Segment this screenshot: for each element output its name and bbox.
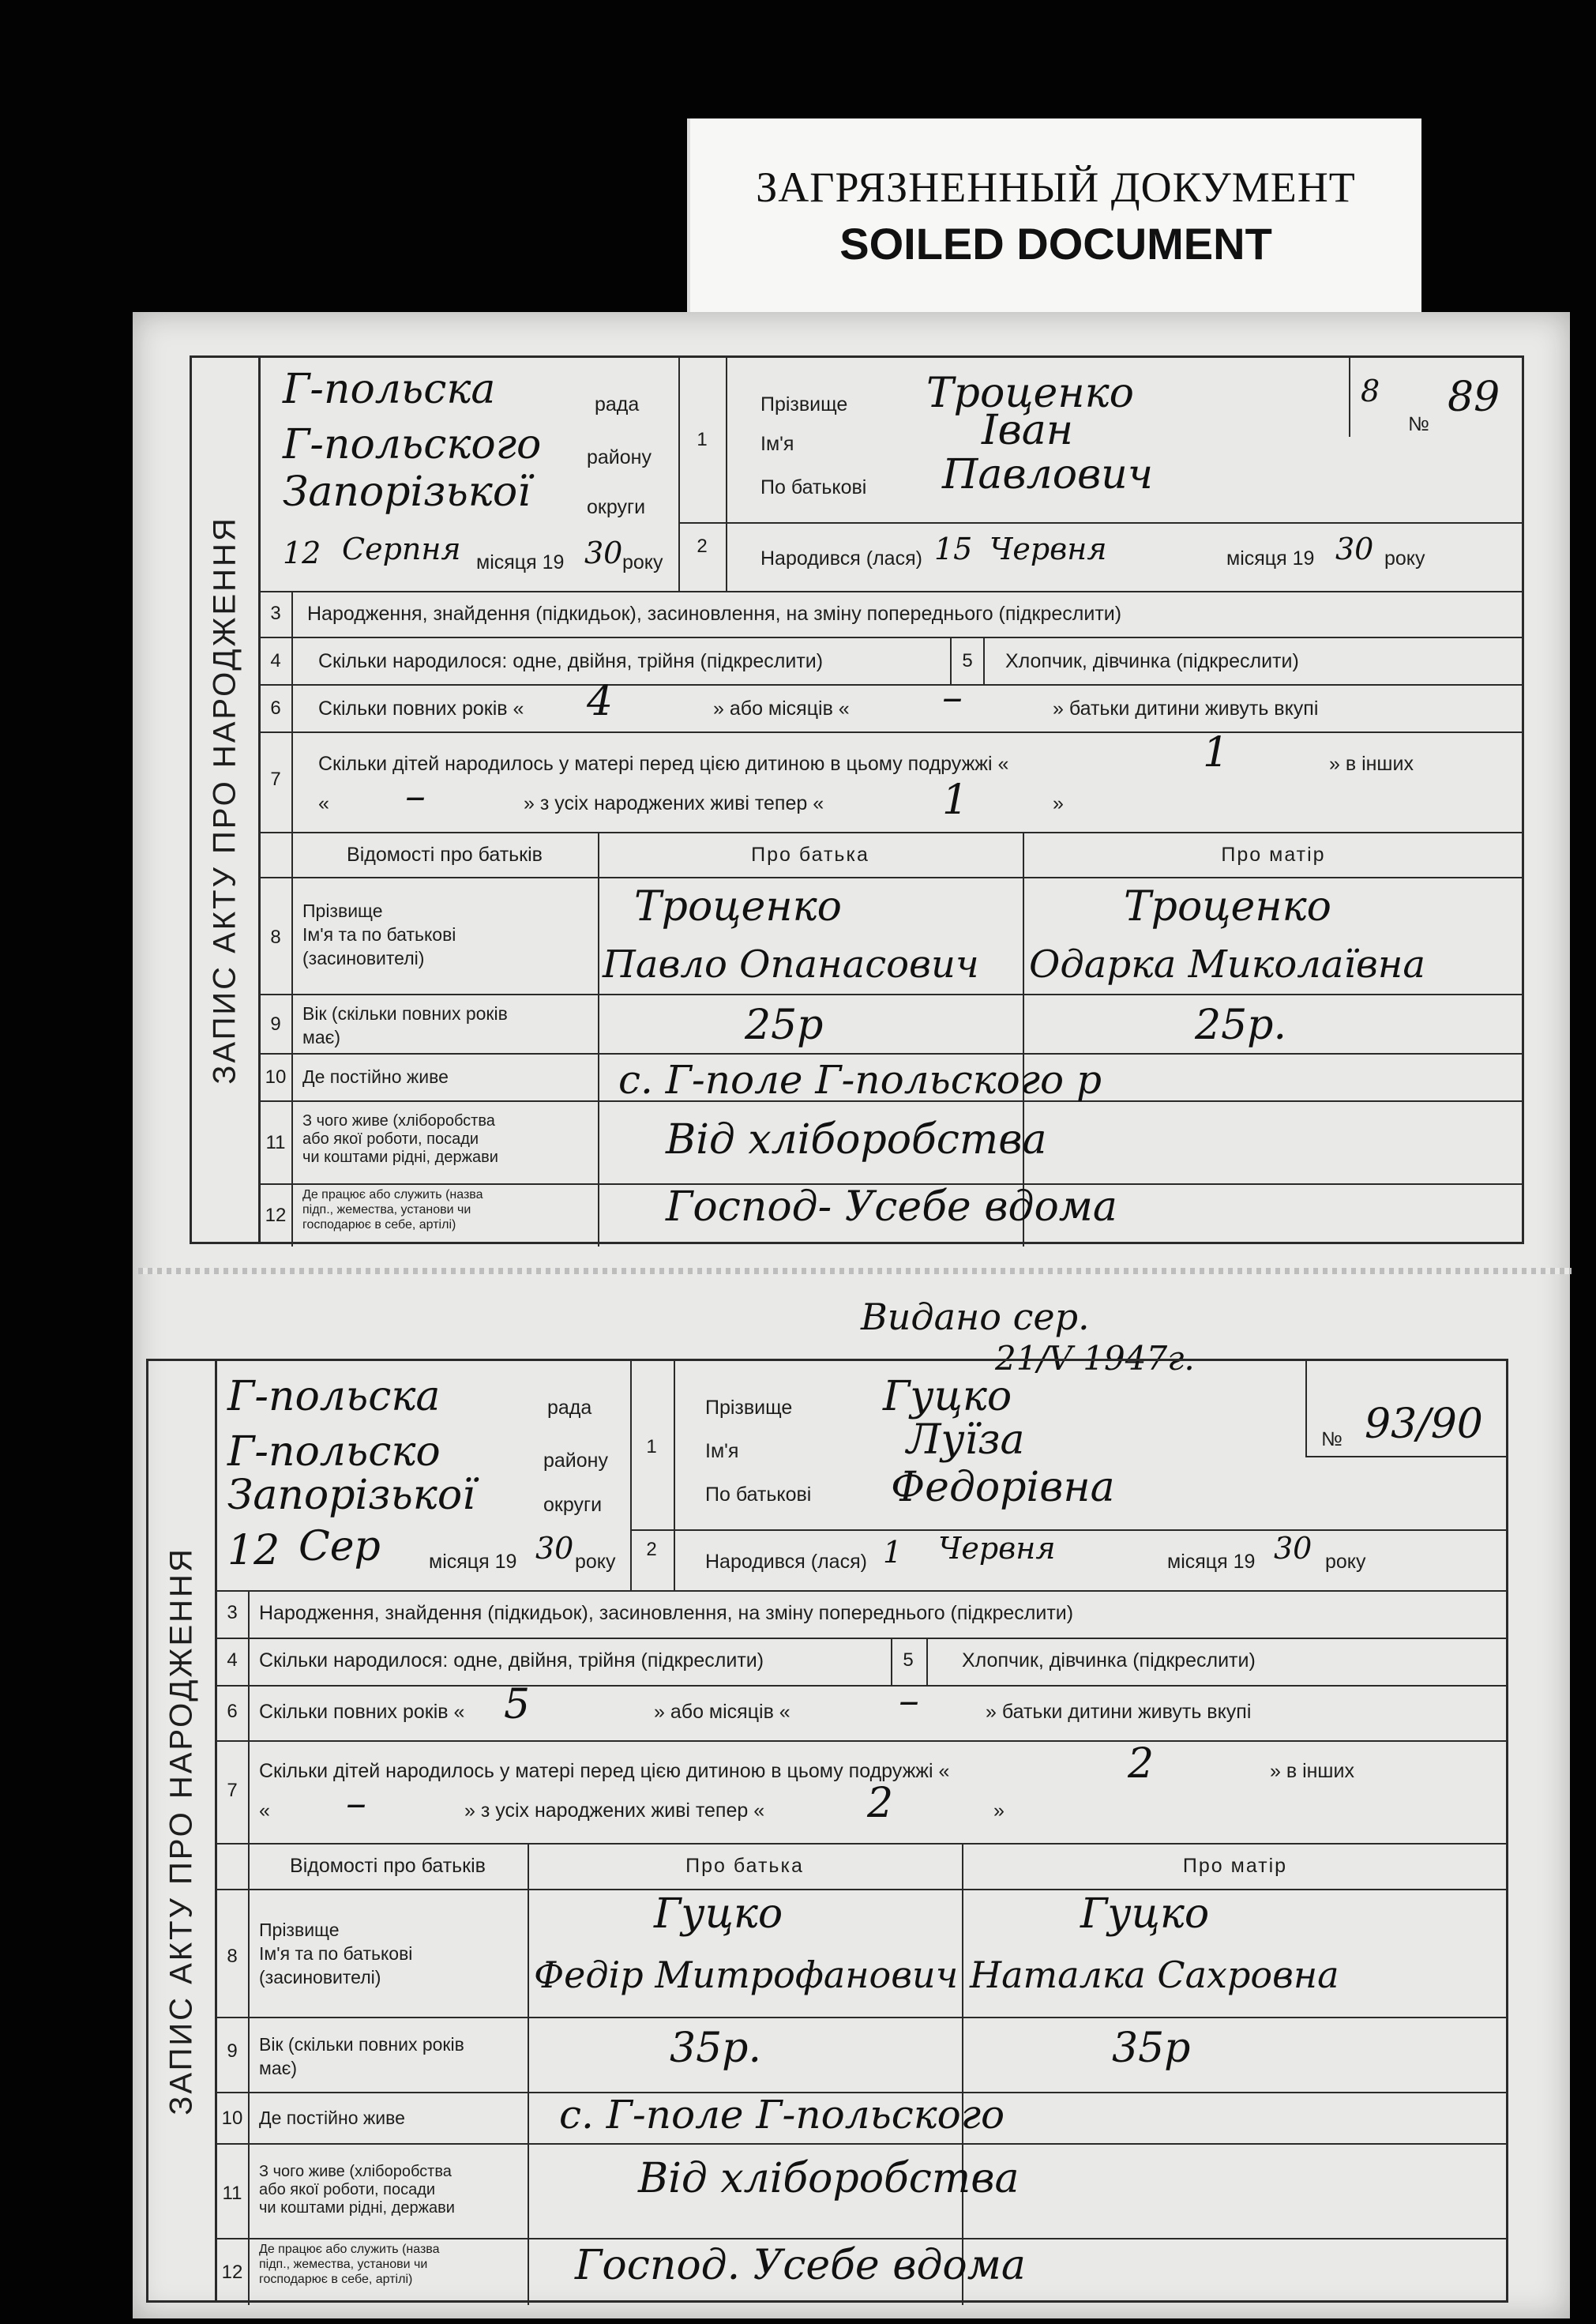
mother-header-2: Про матір (1182, 1855, 1288, 1877)
surname-value-2: Гуцко (883, 1373, 1012, 1420)
patronymic-value-2: Федорівна (891, 1464, 1115, 1511)
row11-label: З чого живе (хліборобства або якої роботи, посади чи коштами рідні, держави (302, 1112, 498, 1166)
year-label-2: року (575, 1551, 616, 1573)
year-label: року (622, 551, 663, 573)
birth-record-form-1: ЗАПИС АКТУ ПРО НАРОДЖЕННЯ Г-польска рада Г-польского району Запорізької округи 12 Серпня місяця 19 30 року 1 2 Прізвище Троценко Ім'я Іван По батькові Павлович 8 № 89 Народився (лася) 15 Червня місяця 19 30 року 3 4 5 6 7 Народження, знайдення (підкидьок), засиновлення, на зміну попереднього (підкреслити) Скільки народилося: одне, двійня, трійня (підкреслити) Хлопчик, дівчинка (підкреслити) Скільки повних років « 4 » або місяців « – » батьки дитини живуть вкупі Скільки дітей народилось у матері перед цією дитиною в цьому подружжі « 1 » в інших « – » з усіх народжених живі тепер « 1 » Відомості про батьків Про батька Про матір 8 9 10 11 12 Прізвище Ім'я та по батькові (засиновителі) Вік (скільки повних років має) Де постійно живе З чого живе (хліборобства або якої роботи, посади чи коштами рідні, держави Де працює або служить (назва підп., жемества, установи чи господарює в себе, артілі) Троценко Павло Опанасович Троценко Одарка Миколаївна 25р 25р. с. Г-поле Г-польского р Від хліборобства Господ- Усебе вдома (190, 355, 1524, 1244)
form-side-title-2: ЗАПИС АКТУ ПРО НАРОДЖЕННЯ (148, 1361, 217, 2300)
workplace-2: Господ. Усебе вдома (575, 2242, 1026, 2289)
name-value-2: Луїза (907, 1416, 1025, 1464)
birth-day-2: 1 (883, 1535, 903, 1570)
father-age: 25р (745, 1002, 824, 1049)
born-label-2: Народився (лася) (705, 1551, 867, 1573)
parents-header: Відомості про батьків (347, 844, 543, 866)
patronymic-label-2: По батькові (705, 1484, 812, 1506)
number-label-2: № (1321, 1428, 1343, 1450)
father-surname-2: Гуцко (654, 1890, 783, 1938)
name-label-2: Ім'я (705, 1440, 739, 1462)
father-header: Про батька (751, 844, 869, 866)
rayon-value: Г-польского (283, 421, 542, 468)
record-day: 12 (283, 536, 321, 570)
months-together: – (942, 674, 963, 721)
birth-year-label: року (1384, 547, 1425, 570)
birth-month-label-2: місяця 19 (1167, 1551, 1256, 1573)
number-label: № (1408, 413, 1429, 435)
month-year-label: місяця 19 (476, 551, 565, 573)
row7-label-e: » (1053, 792, 1064, 814)
name-value: Іван (982, 407, 1074, 454)
father-age-2: 35р. (670, 2025, 761, 2072)
mother-name: Одарка Миколаївна (1029, 942, 1425, 987)
issued-note-line1: Видано сер. (861, 1295, 1090, 1338)
children-other-2: – (346, 1780, 366, 1827)
okruha-value: Запорізької (283, 468, 531, 516)
mother-age: 25р. (1195, 1002, 1286, 1049)
birth-month-2: Червня (938, 1531, 1056, 1566)
patronymic-label: По батькові (760, 476, 867, 498)
rayon-label: району (587, 446, 652, 468)
father-name: Павло Опанасович (603, 942, 979, 987)
row7-label-c: « (318, 792, 329, 814)
row4-label-2: Скільки народилося: одне, двійня, трійня (підкреслити) (259, 1649, 764, 1672)
record-month-2: Сер (299, 1523, 381, 1570)
children-before-2: 2 (1128, 1740, 1155, 1788)
born-label: Народився (лася) (760, 547, 922, 570)
months-together-2: – (899, 1677, 919, 1724)
parents-header-2: Відомості про батьків (290, 1855, 486, 1877)
mother-name-2: Наталка Сахровна (970, 1954, 1339, 1996)
row7-label-a: Скільки дітей народилось у матері перед цією дитиною в цьому подружжі « (318, 753, 1009, 775)
row6-label-c: » батьки дитини живуть вкупі (1053, 698, 1319, 720)
row9-label: Вік (скільки повних років має) (302, 1003, 508, 1047)
record-day-2: 12 (227, 1527, 280, 1574)
children-other: – (405, 773, 426, 820)
row4-label: Скільки народилося: одне, двійня, трійня (підкреслити) (318, 650, 824, 672)
row5-label: Хлопчик, дівчинка (підкреслити) (1005, 650, 1299, 672)
surname-label-2: Прізвище (705, 1397, 793, 1419)
row10-label: Де постійно живе (302, 1066, 449, 1087)
record-month: Серпня (342, 532, 461, 566)
row6-label-b-2: » або місяців « (654, 1701, 790, 1723)
birth-year-2: 30 (1274, 1531, 1312, 1566)
okruha-label: округи (587, 496, 646, 518)
row3-label-2: Народження, знайдення (підкидьок), засиновлення, на зміну попереднього (підкреслити) (259, 1602, 1074, 1624)
mother-header: Про матір (1221, 844, 1326, 866)
banner-title-ru: ЗАГРЯЗНЕННЫЙ ДОКУМЕНТ (756, 164, 1356, 211)
mother-age-2: 35р (1112, 2025, 1191, 2072)
father-name-2: Федір Митрофанович (534, 1954, 959, 1996)
row7-label-b: » в інших (1329, 753, 1414, 775)
children-alive-2: 2 (867, 1780, 894, 1827)
row11-label-2: З чого живе (хліборобства або якої роботи, посади чи коштами рідні, держави (259, 2163, 455, 2217)
surname-value: Троценко (926, 370, 1134, 417)
row9-label-2: Вік (скільки повних років має) (259, 2034, 464, 2078)
rayon-value-2: Г-польско (227, 1428, 441, 1476)
birth-record-form-2: ЗАПИС АКТУ ПРО НАРОДЖЕННЯ Г-польска рада Г-польско району Запорізької округи 12 Сер місяця 19 30 року 1 2 Прізвище Гуцко Ім'я Луїза По батькові Федорівна № 93/90 Народився (лася) 1 Червня місяця 19 30 року 3 4 5 6 7 Народження, знайдення (підкидьок), засиновлення, на зміну попереднього (підкреслити) Скільки народилося: одне, двійня, трійня (підкреслити) Хлопчик, дівчинка (підкреслити) Скільки повних років « 5 » або місяців « – » батьки дитини живуть вкупі Скільки дітей народилось у матері перед цією дитиною в цьому подружжі « 2 » в інших « – » з усіх народжених живі тепер « 2 » Відомості про батьків Про батька Про матір 8 9 10 11 12 Прізвище Ім'я та по батькові (засиновителі) Вік (скільки повних років має) Де постійно живе З чого живе (хліборобства або якої роботи, посади чи коштами рідні, держави Де працює або служить (назва підп., жемества, установи чи господарює в себе, артілі) Гуцко Федір Митрофанович Гуцко Наталка Сахровна 35р. 35р с. Г-поле Г-польского Від хліборобства Господ. Усебе вдома (146, 1359, 1508, 2303)
patronymic-value: Павлович (942, 451, 1154, 498)
residence-2: с. Г-поле Г-польского (559, 2092, 1005, 2138)
birth-month: Червня (990, 532, 1107, 566)
record-year-2: 30 (535, 1531, 574, 1566)
years-together-2: 5 (504, 1681, 531, 1728)
birth-year-label-2: року (1325, 1551, 1366, 1573)
mother-surname-2: Гуцко (1080, 1890, 1210, 1938)
row7-label-a-2: Скільки дітей народилось у матері перед цією дитиною в цьому подружжі « (259, 1760, 950, 1782)
record-year: 30 (584, 536, 623, 570)
children-alive: 1 (942, 777, 969, 824)
workplace: Господ- Усебе вдома (666, 1183, 1117, 1231)
birth-day: 15 (934, 532, 973, 566)
surname-label: Прізвище (760, 393, 848, 416)
birth-month-label: місяця 19 (1226, 547, 1315, 570)
father-header-2: Про батька (685, 1855, 804, 1877)
mother-surname: Троценко (1124, 883, 1331, 931)
rada-label: рада (595, 393, 640, 416)
name-label: Ім'я (760, 433, 794, 455)
row6-label-a: Скільки повних років « (318, 698, 524, 720)
row12-label: Де працює або служить (назва підп., жемества, установи чи господарює в себе, артілі) (302, 1188, 483, 1232)
row7-label-c-2: « (259, 1799, 270, 1822)
perforation-line (138, 1268, 1572, 1274)
number-prefix: 8 (1361, 374, 1380, 408)
row6-label-c-2: » батьки дитини живуть вкупі (986, 1701, 1252, 1723)
month-year-label-2: місяця 19 (429, 1551, 517, 1573)
children-before: 1 (1203, 729, 1230, 777)
record-number: 89 (1448, 374, 1500, 421)
row6-label-b: » або місяців « (713, 698, 850, 720)
row5-label-2: Хлопчик, дівчинка (підкреслити) (962, 1649, 1256, 1672)
row10-label-2: Де постійно живе (259, 2108, 405, 2128)
row6-label-a-2: Скільки повних років « (259, 1701, 465, 1723)
row8-label-2: Прізвище Ім'я та по батькові (засиновителі) (259, 1920, 413, 1987)
years-together: 4 (587, 678, 614, 725)
rada-label-2: рада (547, 1397, 592, 1419)
issued-note-line2: 21/V 1947г. (995, 1339, 1195, 1378)
row12-label-2: Де працює або служить (назва підп., жемества, установи чи господарює в себе, артілі) (259, 2243, 440, 2286)
father-surname: Троценко (634, 883, 842, 931)
occupation-2: Від хліборобства (638, 2155, 1020, 2202)
form-side-title: ЗАПИС АКТУ ПРО НАРОДЖЕННЯ (192, 358, 261, 1242)
occupation: Від хліборобства (666, 1116, 1047, 1164)
okruha-label-2: округи (543, 1494, 603, 1516)
row8-label: Прізвище Ім'я та по батькові (засиновителі) (302, 901, 456, 968)
row7-label-b-2: » в інших (1270, 1760, 1354, 1782)
row7-label-d-2: » з усіх народжених живі тепер « (464, 1799, 765, 1822)
record-number-2: 93/90 (1365, 1401, 1483, 1448)
rayon-label-2: району (543, 1450, 608, 1472)
soiled-document-banner (687, 118, 1421, 332)
row3-label: Народження, знайдення (підкидьок), засиновлення, на зміну попереднього (підкреслити) (307, 603, 1122, 625)
residence: с. Г-поле Г-польского р (618, 1057, 1102, 1103)
row7-label-e-2: » (993, 1799, 1005, 1822)
row7-label-d: » з усіх народжених живі тепер « (524, 792, 824, 814)
birth-year: 30 (1335, 532, 1374, 566)
okruha-value-2: Запорізької (227, 1472, 475, 1519)
rada-value-2: Г-польска (227, 1373, 441, 1420)
banner-title-en: SOILED DOCUMENT (839, 219, 1272, 269)
rada-value: Г-польска (283, 366, 496, 413)
